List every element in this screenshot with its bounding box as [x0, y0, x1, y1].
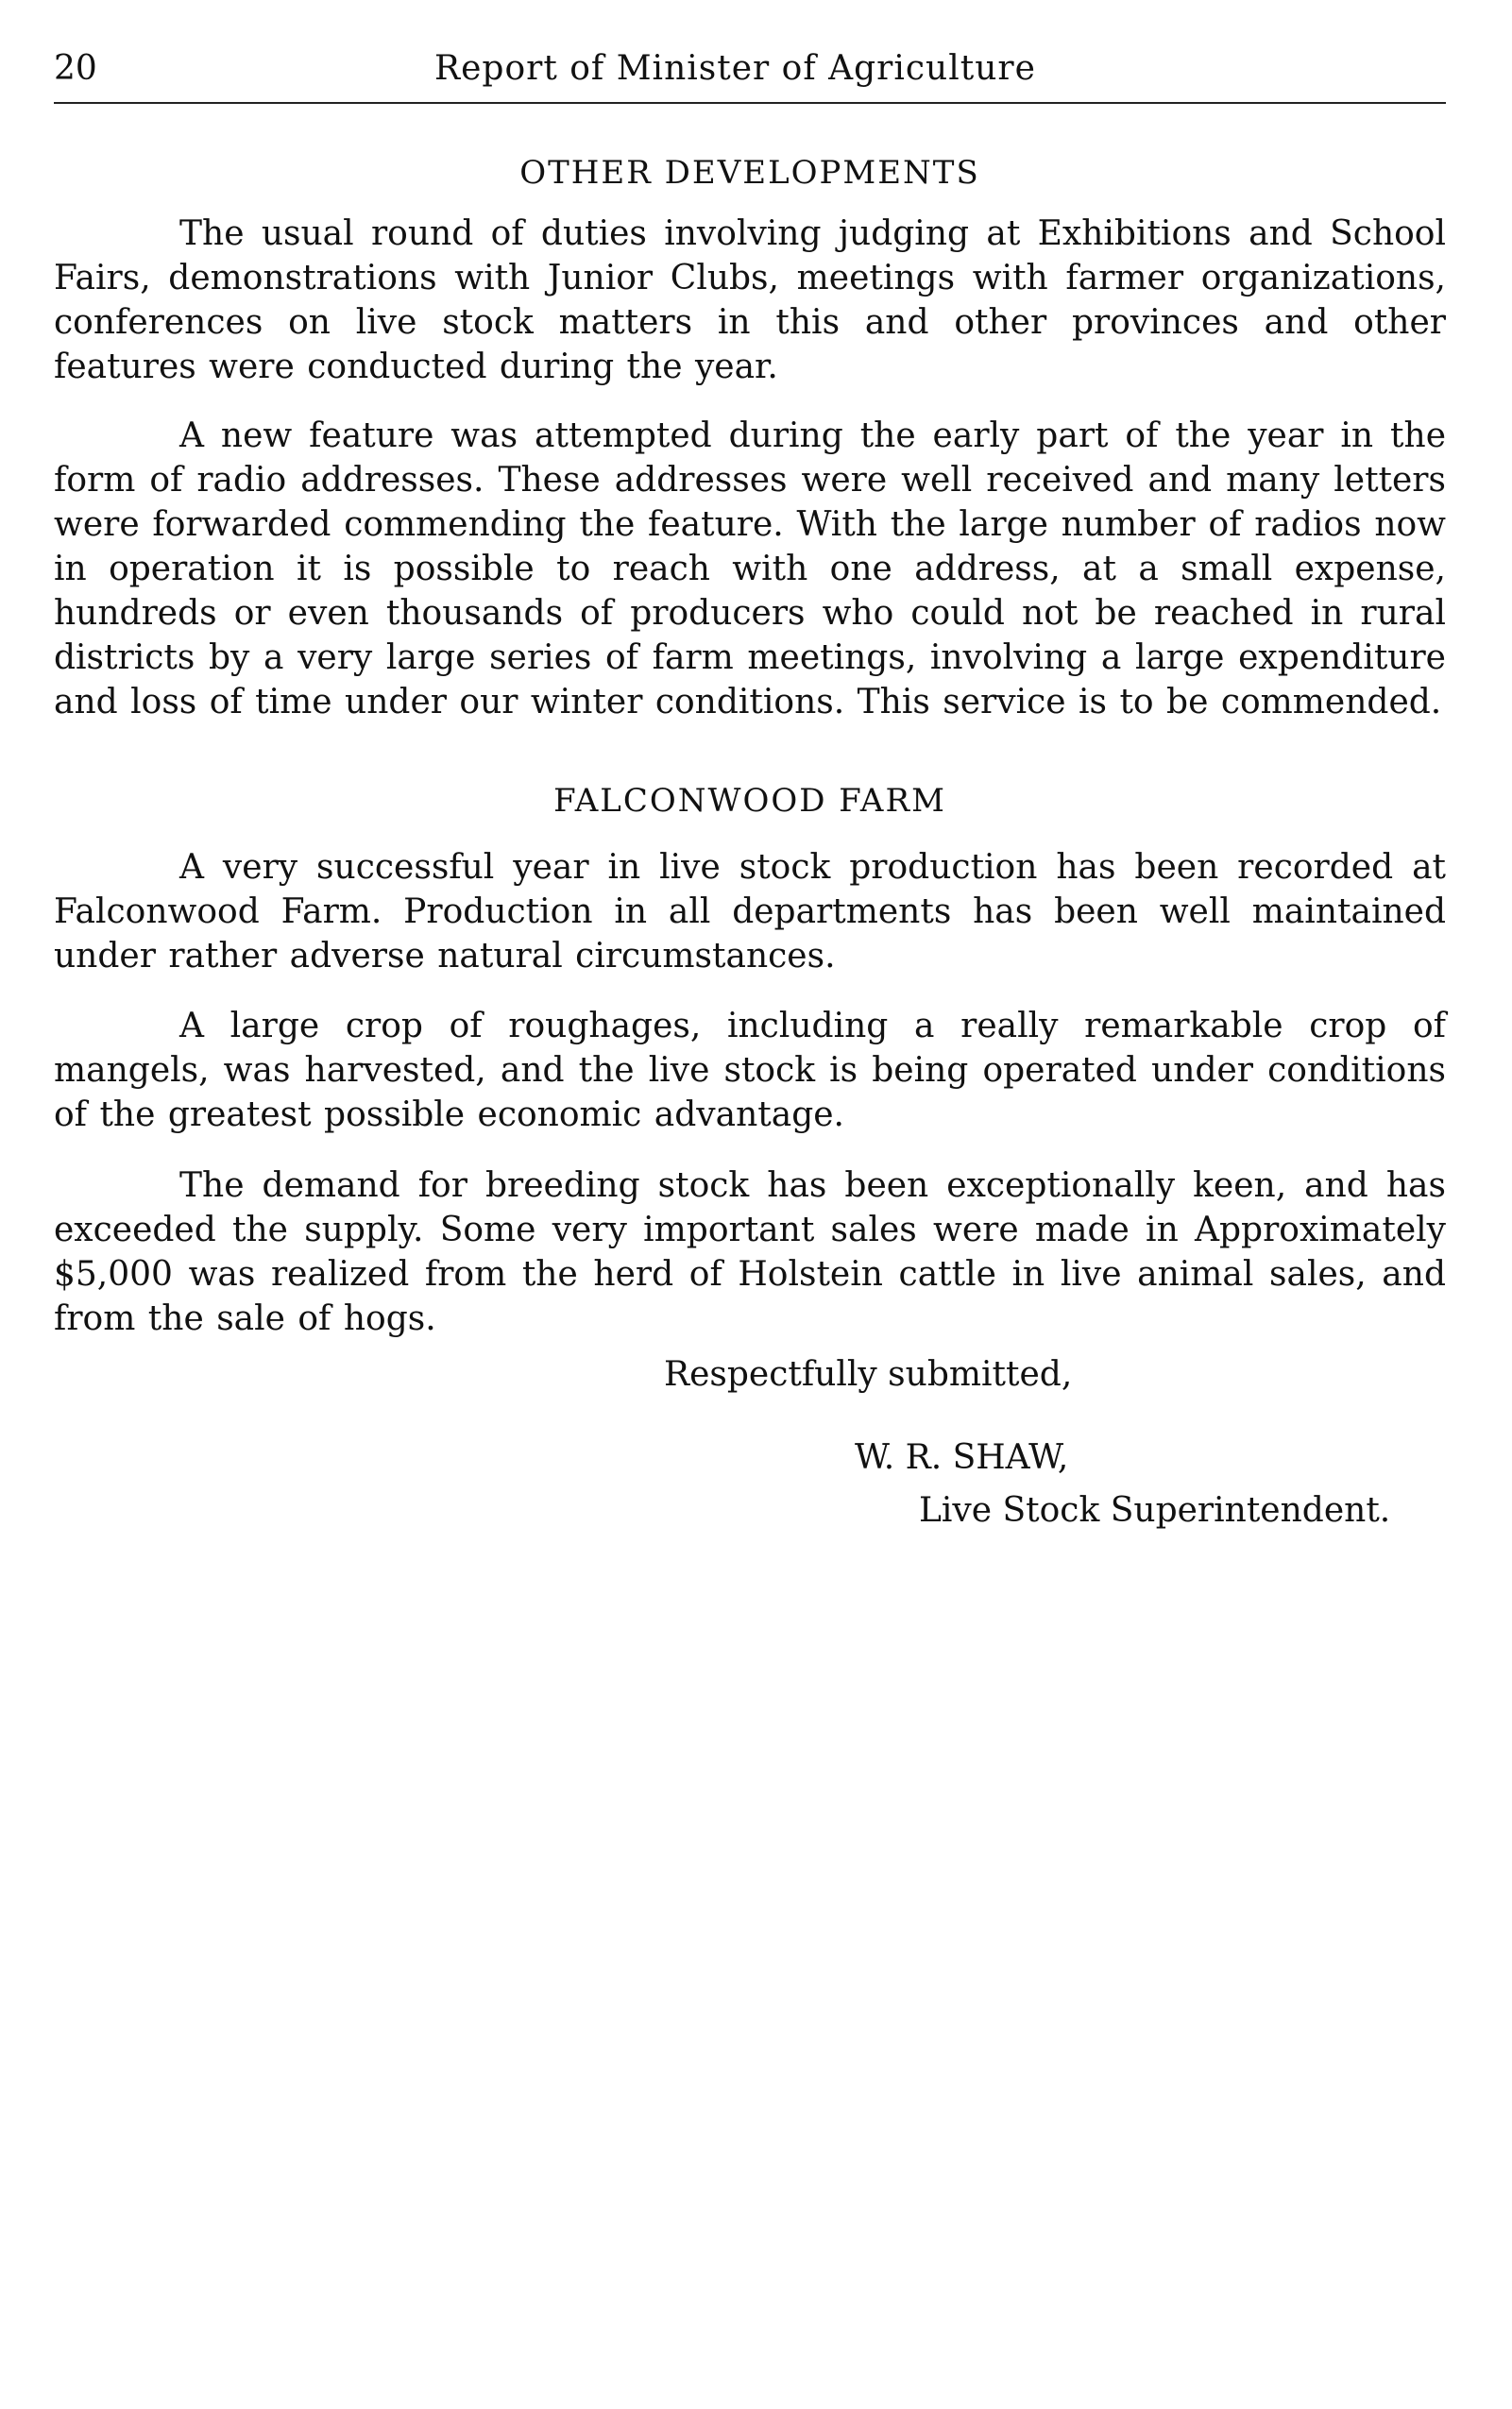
- paragraph-roughages: A large crop of roughages, including a really remarkable crop of mangels, was harvested, and the live stock is being operated under conditions of the greatest possible economic advantage.: [54, 1007, 1446, 1134]
- page-number: 20: [54, 49, 97, 88]
- header-rule: [54, 102, 1446, 104]
- section-heading-other-developments: OTHER DEVELOPMENTS: [519, 154, 980, 192]
- paragraph-successful-year: A very successful year in live stock production has been recorded at Falconwood Farm. Production in all departments has been well maintained under rather adverse natural circumstances.: [54, 848, 1446, 975]
- signature-closing: Respectfully submitted,: [664, 1355, 1073, 1394]
- section-heading-falconwood-farm: FALCONWOOD FARM: [553, 782, 946, 820]
- paragraph-radio-addresses: A new feature was attempted during the early part of the year in the form of radio addresses. These addresses were well received and many letters were forwarded commending the feature. With the large number of radios now in operation it is possible to reach with one address, at a small expense, hundreds or even thousands of producers who could not be reached in rural districts by a very large series of farm meetings, involving a large expenditure and loss of time under our winter conditions. This service is to be commended.: [54, 416, 1446, 721]
- paragraph-breeding-stock: The demand for breeding stock has been exceptionally keen, and has exceeded the supply. Some very important sales were made in Approximately $5,000 was realized from the herd of Holstein cattle in live animal sales, and from the sale of hogs.: [54, 1166, 1446, 1338]
- running-head: Report of Minister of Agriculture: [434, 49, 1036, 88]
- signature-title: Live Stock Superintendent.: [919, 1491, 1391, 1530]
- signature-name: W. R. SHAW,: [855, 1438, 1069, 1477]
- paragraph-duties: The usual round of duties involving judging at Exhibitions and School Fairs, demonstrations with Junior Clubs, meetings with farmer organizations, conferences on live stock matters in this and other provinces and other features were conducted during the year.: [54, 214, 1446, 386]
- page-header: [54, 45, 1446, 93]
